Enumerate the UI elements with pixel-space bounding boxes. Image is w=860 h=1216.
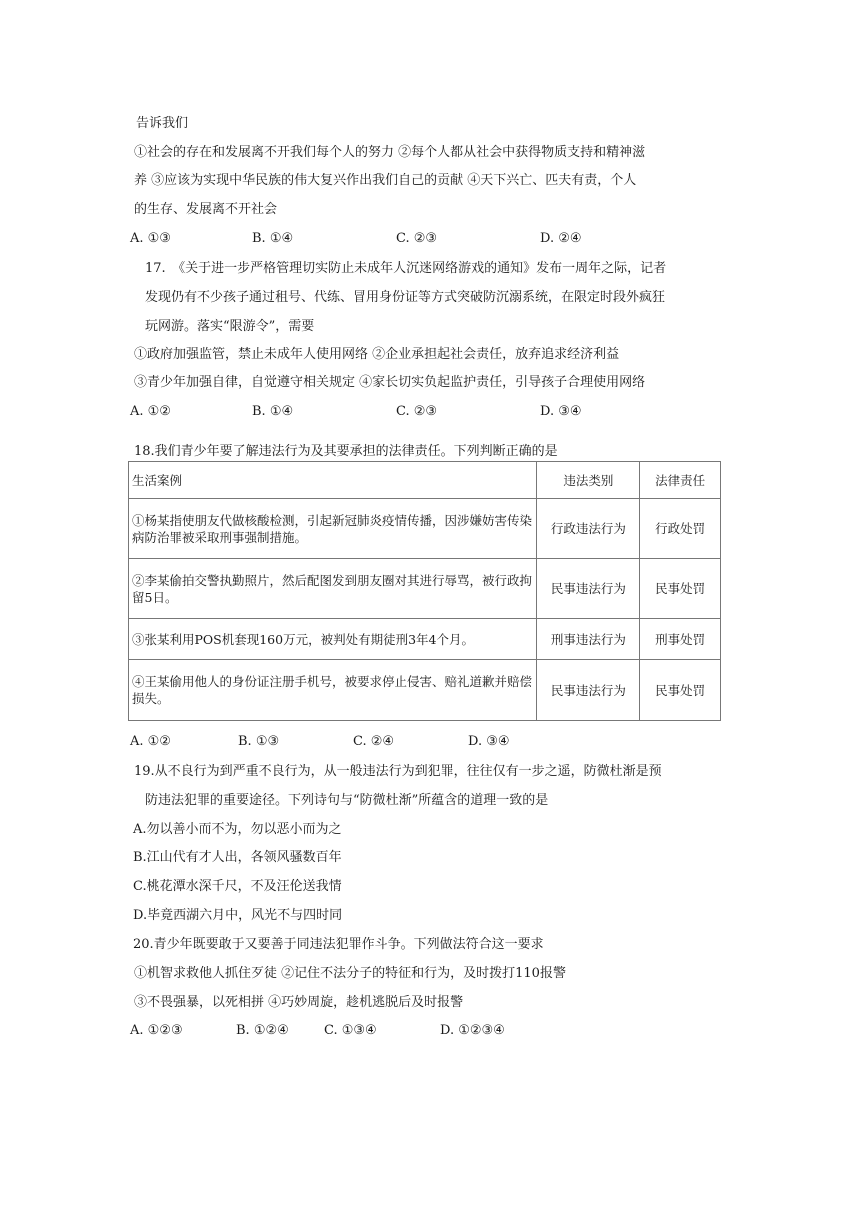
q18-option-b: B. ①③ bbox=[238, 734, 280, 749]
violation-type-cell: 行政违法行为 bbox=[537, 499, 640, 559]
case-cell: ②李某偷拍交警执勤照片，然后配图发到朋友圈对其进行辱骂，被行政拘留5日。 bbox=[129, 559, 537, 619]
table-row bbox=[129, 559, 721, 619]
case-cell: ④王某偷用他人的身份证注册手机号，被要求停止侵害、赔礼道歉并赔偿损失。 bbox=[129, 660, 537, 721]
q16-option-d: D. ②④ bbox=[540, 231, 582, 246]
violation-type-cell: 民事违法行为 bbox=[537, 559, 640, 619]
q19-stem: 19.从不良行为到严重不良行为，从一般违法行为到犯罪，往往仅有一步之遥，防微杜渐是预 bbox=[134, 764, 662, 779]
q18-option-d: D. ③④ bbox=[468, 734, 510, 749]
table-row bbox=[129, 660, 721, 721]
q16-stem-continuation: 告诉我们 bbox=[136, 116, 189, 131]
q17-stem: 17. 《关于进一步严格管理切实防止未成年人沉迷网络游戏的通知》发布一周年之际，记者 bbox=[145, 261, 667, 276]
violation-type-cell: 民事违法行为 bbox=[537, 660, 640, 721]
q17-stem: 玩网游。落实“限游令”，需要 bbox=[145, 319, 315, 334]
q16-statement-line: 的生存、发展离不开社会 bbox=[134, 202, 278, 217]
q19-option-d: D.毕竟西湖六月中，风光不与四时同 bbox=[133, 908, 343, 923]
q17-option-a: A. ①② bbox=[130, 404, 171, 419]
q19-option-a: A.勿以善小而不为，勿以恶小而为之 bbox=[133, 822, 342, 837]
q20-option-a: A. ①②③ bbox=[130, 1023, 183, 1038]
q17-option-d: D. ③④ bbox=[540, 404, 582, 419]
law-case-table bbox=[128, 461, 721, 721]
q19-stem: 防违法犯罪的重要途径。下列诗句与“防微杜渐”所蕴含的道理一致的是 bbox=[145, 793, 549, 808]
q16-statement-line: ①社会的存在和发展离不开我们每个人的努力 ②每个人都从社会中获得物质支持和精神滋 bbox=[134, 145, 646, 160]
q17-statement-line: ①政府加强监管，禁止未成年人使用网络 ②企业承担起社会责任，放弃追求经济利益 bbox=[134, 347, 620, 362]
q18-option-c: C. ②④ bbox=[353, 734, 395, 749]
header-legal-liability: 法律责任 bbox=[640, 462, 721, 499]
q20-option-d: D. ①②③④ bbox=[440, 1023, 505, 1038]
q16-option-c: C. ②③ bbox=[396, 231, 438, 246]
q18-option-a: A. ①② bbox=[130, 734, 171, 749]
q17-option-c: C. ②③ bbox=[396, 404, 438, 419]
q17-option-b: B. ①④ bbox=[252, 404, 294, 419]
table-row bbox=[129, 619, 721, 660]
table-header-row bbox=[129, 462, 721, 499]
table-row bbox=[129, 499, 721, 559]
q17-statement-line: ③青少年加强自律，自觉遵守相关规定 ④家长切实负起监护责任，引导孩子合理使用网络 bbox=[134, 375, 646, 390]
q16-option-a: A. ①③ bbox=[130, 231, 171, 246]
liability-cell: 民事处罚 bbox=[640, 559, 721, 619]
q20-statement-line: ①机智求救他人抓住歹徒 ②记住不法分子的特征和行为，及时拨打110报警 bbox=[134, 966, 566, 981]
q16-statement-line: 养 ③应该为实现中华民族的伟大复兴作出我们自己的贡献 ④天下兴亡、匹夫有责，个人 bbox=[134, 173, 637, 188]
violation-type-cell: 刑事违法行为 bbox=[537, 619, 640, 660]
case-cell: ③张某利用POS机套现160万元，被判处有期徒刑3年4个月。 bbox=[129, 619, 537, 660]
case-cell: ①杨某指使朋友代做核酸检测，引起新冠肺炎疫情传播，因涉嫌妨害传染病防治罪被采取刑事强制措施。 bbox=[129, 499, 537, 559]
q19-option-b: B.江山代有才人出，各领风骚数百年 bbox=[133, 850, 342, 865]
q18-stem: 18.我们青少年要了解违法行为及其要承担的法律责任。下列判断正确的是 bbox=[134, 444, 558, 459]
header-case: 生活案例 bbox=[129, 462, 537, 499]
q20-stem: 20.青少年既要敢于又要善于同违法犯罪作斗争。下列做法符合这一要求 bbox=[133, 937, 544, 952]
q19-option-c: C.桃花潭水深千尺，不及汪伦送我情 bbox=[133, 879, 342, 894]
liability-cell: 行政处罚 bbox=[640, 499, 721, 559]
q20-option-c: C. ①③④ bbox=[324, 1023, 377, 1038]
q17-stem: 发现仍有不少孩子通过租号、代练、冒用身份证等方式突破防沉溺系统，在限定时段外疯狂 bbox=[145, 290, 666, 305]
q20-statement-line: ③不畏强暴，以死相拼 ④巧妙周旋，趁机逃脱后及时报警 bbox=[134, 995, 464, 1010]
q16-option-b: B. ①④ bbox=[252, 231, 294, 246]
header-violation-type: 违法类别 bbox=[537, 462, 640, 499]
liability-cell: 刑事处罚 bbox=[640, 619, 721, 660]
liability-cell: 民事处罚 bbox=[640, 660, 721, 721]
q20-option-b: B. ①②④ bbox=[236, 1023, 289, 1038]
